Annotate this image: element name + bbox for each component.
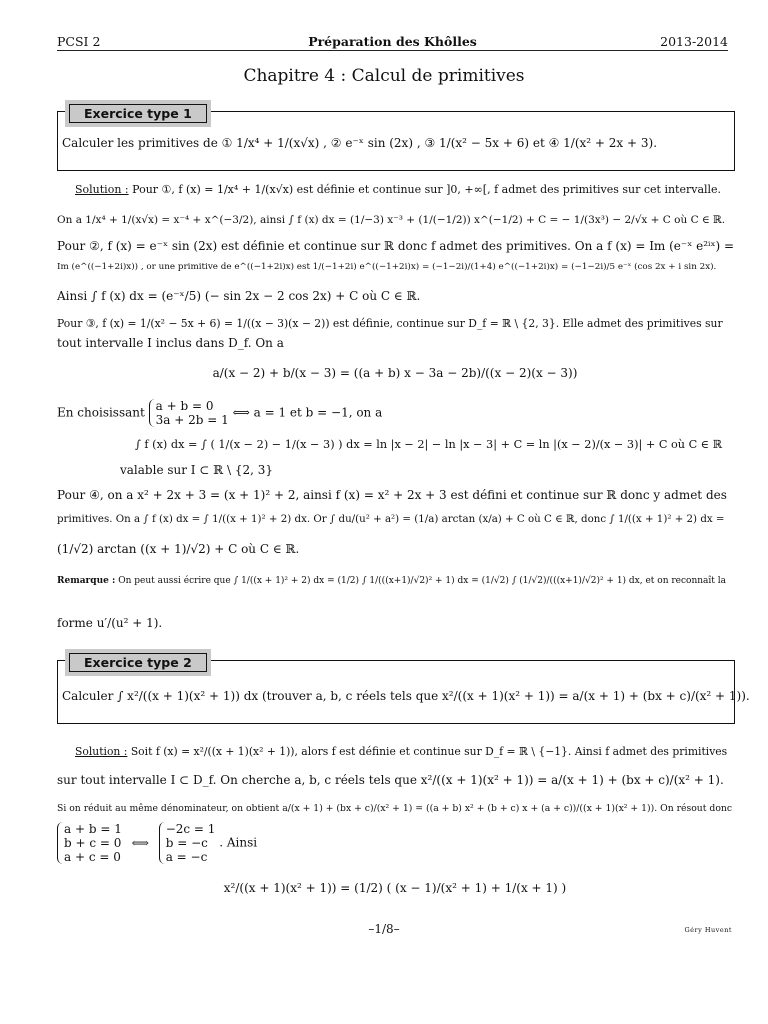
- sol1-line-5: Ainsi ∫ f (x) dx = (e⁻ˣ/5) (− sin 2x − 2 cos 2x) + C où C ∈ ℝ.: [57, 289, 421, 303]
- sol2-line-3: Si on réduit au même dénominateur, on obtient a/(x + 1) + (bx + c)/(x² + 1) = ((a + b) x² + (b + c) x + (a + c))/((x + 1)(x² + 1)). On résout donc: [57, 803, 733, 814]
- exercise-2-statement: Calculer ∫ x²/((x + 1)(x² + 1)) dx (trouver a, b, c réels tels que x²/((x + 1)(x² + 1)) = a/(x + 1) + (bx + c)/(x² + 1)).: [62, 689, 750, 703]
- system-b: −2c = 1 b = −c a = −c: [159, 822, 216, 864]
- header-title: Préparation des Khôlles: [308, 34, 477, 49]
- sol1-line-10: ∫ f (x) dx = ∫ ( 1/(x − 2) − 1/(x − 3) ) dx = ln |x − 2| − ln |x − 3| + C = ln |(x − 2)/(x − 3)| + C où C ∈ ℝ: [135, 438, 723, 451]
- sol2-systems: a + b = 1 b + c = 0 a + c = 0 ⟺ −2c = 1 b = −c a = −c . Ainsi: [57, 822, 733, 864]
- sol1-line-12: Pour ④, on a x² + 2x + 3 = (x + 1)² + 2, ainsi f (x) = x² + 2x + 3 est défini et continue sur ℝ donc y admet des: [57, 488, 727, 502]
- sol1-line-7: tout intervalle I inclus dans D_f. On a: [57, 336, 284, 350]
- exercise-2-box: [57, 655, 750, 724]
- exercise-1-box: [57, 106, 735, 171]
- system-a: a + b = 1 b + c = 0 a + c = 0: [57, 822, 122, 864]
- sol1-line-16: forme u′/(u² + 1).: [57, 616, 163, 630]
- sol1-line-11: valable sur I ⊂ ℝ \ {2, 3}: [120, 463, 274, 477]
- sol1-line-1: Solution : Pour ①, f (x) = 1/x⁴ + 1/(x√x) est définie et continue sur ]0, +∞[, f admet des primitives sur cet intervalle.: [75, 183, 722, 196]
- running-header: [57, 34, 728, 50]
- exercise-2-tab: Exercice type 2: [65, 649, 211, 676]
- sol1-line-4: Im (e^((−1+2i)x)) , or une primitive de e^((−1+2i)x) est 1/(−1+2i) e^((−1+2i)x) = (−1−2i)/(1+4) e^((−1+2i)x) = (−1−2i)/5 e⁻ˣ (cos 2x + i sin 2x).: [57, 262, 717, 272]
- sol1-line-2: On a 1/x⁴ + 1/(x√x) = x⁻⁴ + x^(−3/2), ainsi ∫ f (x) dx = (1/−3) x⁻³ + (1/(−1/2)) x^(−1/2) + C = − 1/(3x³) − 2/√x + C où C ∈ ℝ.: [57, 214, 726, 226]
- header-year: 2013-2014: [660, 34, 728, 49]
- page-number: –1/8–: [368, 922, 400, 936]
- sol2-line-1: Solution : Soit f (x) = x²/((x + 1)(x² + 1)), alors f est définie et continue sur D_f = ℝ \ {−1}. Ainsi f admet des primitives: [75, 745, 728, 758]
- chapter-title: Chapitre 4 : Calcul de primitives: [243, 66, 525, 86]
- exercise-1-statement: Calculer les primitives de ① 1/x⁴ + 1/(x√x) , ② e⁻ˣ sin (2x) , ③ 1/(x² − 5x + 6) et ④ 1/(x² + 2x + 3).: [62, 136, 658, 150]
- sol1-line-13: primitives. On a ∫ f (x) dx = ∫ 1/((x + 1)² + 2) dx. Or ∫ du/(u² + a²) = (1/a) arctan (x/a) + C où C ∈ ℝ, donc ∫ 1/((x + 1)² + 2) dx =: [57, 513, 725, 525]
- sol2-line-2: sur tout intervalle I ⊂ D_f. On cherche a, b, c réels tels que x²/((x + 1)(x² + 1)) = a/(x + 1) + (bx + c)/(x² + 1).: [57, 773, 724, 787]
- sol1-remark: Remarque : On peut aussi écrire que ∫ 1/((x + 1)² + 2) dx = (1/2) ∫ 1/(((x+1)/√2)² + 1) dx = (1/√2) ∫ (1/√2)/(((x+1)/√2)² + 1) dx, et on reconnaît la: [57, 576, 727, 586]
- author-signature: Géry Huvent: [684, 926, 732, 934]
- system-1: a + b = 0 3a + 2b = 1: [149, 399, 229, 427]
- sol1-line-3: Pour ②, f (x) = e⁻ˣ sin (2x) est définie et continue sur ℝ donc f admet des primitives. On a f (x) = Im (e⁻ˣ e²ⁱˣ) =: [57, 239, 735, 253]
- sol2-line-5: x²/((x + 1)(x² + 1)) = (1/2) ( (x − 1)/(x² + 1) + 1/(x + 1) ): [223, 881, 567, 895]
- sol1-line-14: (1/√2) arctan ((x + 1)/√2) + C où C ∈ ℝ.: [57, 542, 300, 556]
- sol1-line-6: Pour ③, f (x) = 1/(x² − 5x + 6) = 1/((x − 3)(x − 2)) est définie, continue sur D_f = ℝ \ {2, 3}. Elle admet des primitives sur: [57, 317, 723, 330]
- sol1-line-9: En choisissant a + b = 0 3a + 2b = 1 ⟺ a = 1 et b = −1, on a: [57, 399, 383, 427]
- sol1-line-8: a/(x − 2) + b/(x − 3) = ((a + b) x − 3a − 2b)/((x − 2)(x − 3)): [212, 366, 578, 380]
- exercise-1-tab: Exercice type 1: [65, 100, 211, 127]
- header-rule: [57, 50, 728, 51]
- header-class: PCSI 2: [57, 34, 101, 49]
